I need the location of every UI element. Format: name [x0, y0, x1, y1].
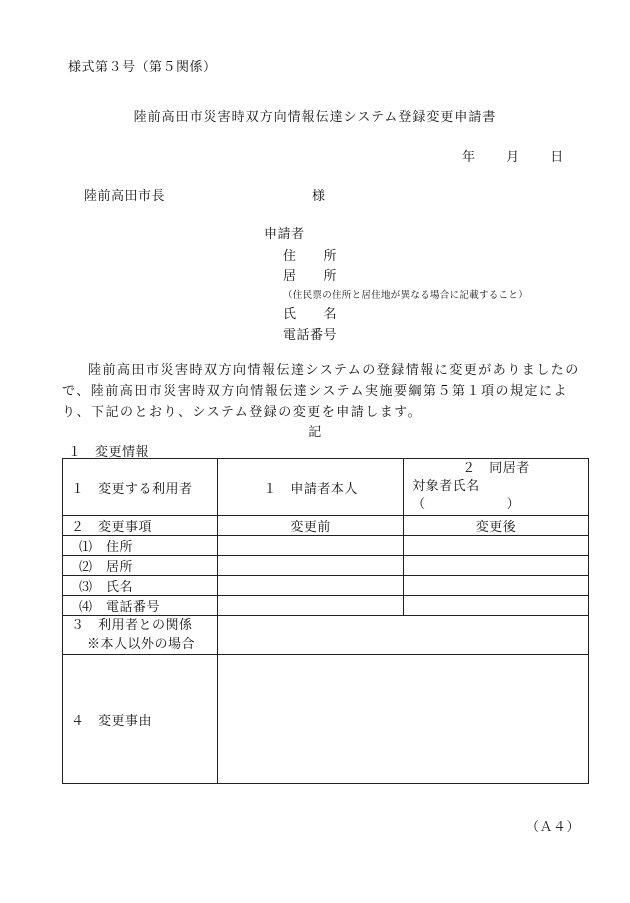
residence-after-field[interactable] [404, 556, 589, 576]
address-before-field[interactable] [218, 536, 404, 556]
body-paragraph: 陸前高田市災害時双方向情報伝達システムの登録情報に変更がありましたので、陸前高田市災害時双方向情報伝達システム実施要綱第５第１項の規定により、下記のとおり、システム登録の変更を申請します。 [62, 363, 580, 420]
reason-label: ４ 変更事由 [63, 655, 218, 784]
relation-field[interactable] [218, 616, 589, 655]
applicant-heading: 申請者 [264, 227, 305, 242]
item-name-label: ⑶ 氏名 [63, 576, 218, 596]
applicant-phone-label: 電話番号 [283, 328, 338, 343]
user-row [63, 459, 589, 516]
item-residence-label: ⑵ 居所 [63, 556, 218, 576]
after-header: 変更後 [404, 516, 589, 536]
residence-note: （住民票の住所と居住地が異なる場合に記載すること） [283, 290, 529, 301]
option-household-member[interactable] [404, 459, 589, 516]
option-applicant-self-label: １ 申請者本人 [263, 481, 358, 497]
name-before-field[interactable] [218, 576, 404, 596]
relation-note: ※本人以外の場合 [87, 637, 196, 652]
relation-label-cell [63, 616, 218, 655]
addressee-mayor: 陸前高田市長 [84, 189, 166, 204]
change-info-table [62, 458, 589, 784]
addressee-honorific: 様 [312, 189, 326, 204]
ki-heading: 記 [308, 425, 322, 440]
reason-field[interactable] [218, 655, 589, 784]
applicant-address-label: 住 所 [283, 249, 338, 264]
applicant-name-label: 氏 名 [283, 307, 338, 322]
option-household-label: ２ 同居者 [462, 461, 530, 476]
relation-row [63, 616, 589, 655]
paper-size-note: （Ａ４） [526, 820, 581, 835]
table-row [63, 536, 589, 556]
relation-label: ３ 利用者との関係 [71, 618, 193, 633]
phone-before-field[interactable] [218, 596, 404, 616]
form-number: 様式第３号（第５関係） [68, 60, 217, 75]
table-row [63, 576, 589, 596]
reason-row [63, 655, 589, 784]
name-after-field[interactable] [404, 576, 589, 596]
table-row [63, 596, 589, 616]
document-title: 陸前高田市災害時双方向情報伝達システム登録変更申請書 [133, 110, 497, 125]
table-row [63, 556, 589, 576]
target-name-field[interactable]: 対象者氏名（ ） [412, 479, 521, 512]
date-line: 年 月 日 [462, 150, 564, 165]
before-header: 変更前 [218, 516, 404, 536]
change-items-header-row [63, 516, 589, 536]
user-label: １ 変更する利用者 [63, 459, 218, 516]
item-phone-label: ⑷ 電話番号 [63, 596, 218, 616]
change-items-label: ２ 変更事項 [63, 516, 218, 536]
section-change-info: １ 変更情報 [68, 445, 150, 460]
applicant-residence-label: 居 所 [283, 269, 338, 284]
address-after-field[interactable] [404, 536, 589, 556]
phone-after-field[interactable] [404, 596, 589, 616]
residence-before-field[interactable] [218, 556, 404, 576]
item-address-label: ⑴ 住所 [63, 536, 218, 556]
option-applicant-self[interactable] [218, 459, 404, 516]
